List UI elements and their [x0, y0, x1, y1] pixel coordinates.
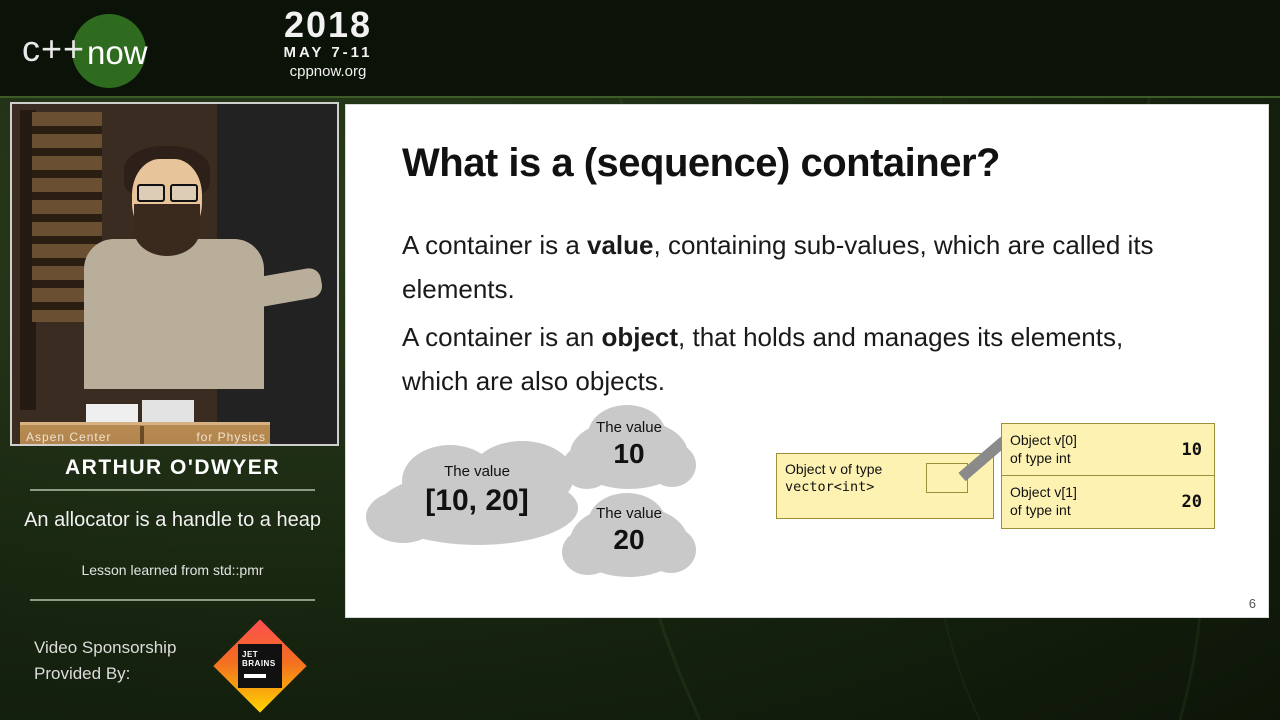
paragraph-1-bold: value: [587, 230, 654, 260]
element-1-line-1: Object v[1]: [1010, 484, 1077, 500]
element-1-line-2: of type int: [1010, 502, 1071, 518]
cppnow-logo: [14, 6, 204, 90]
conference-year: 2018: [283, 4, 373, 45]
element-0-value: 10: [1181, 440, 1202, 460]
value-cloud-diagram: [366, 405, 766, 605]
paragraph-2-pre: A container is an: [402, 322, 602, 352]
conference-info: [228, 6, 428, 82]
paragraph-1-post: , containing sub-values, which are called its elements.: [402, 230, 1154, 304]
slide-paragraph-1: [402, 223, 1192, 311]
conference-banner: [0, 0, 1280, 98]
talk-title: An allocator is a handle to a heap: [24, 509, 321, 531]
cloud-c-label: [570, 505, 688, 555]
cloud-a-value: [10, 20]: [425, 484, 529, 517]
speaker-camera-feed: [10, 102, 339, 446]
presentation-slide: [345, 104, 1269, 618]
speaker-beard: [134, 204, 200, 256]
cloud-c-caption: The value: [596, 505, 662, 522]
element-0-line-1: Object v[0]: [1010, 432, 1077, 448]
slide-paragraph-2: [402, 315, 1192, 403]
divider-bottom: [30, 599, 315, 601]
element-0-text: [1010, 431, 1077, 467]
divider-top: [30, 489, 315, 491]
paragraph-2-bold: object: [601, 322, 679, 352]
jetbrains-wordmark: [242, 650, 280, 668]
cloud-a-caption: The value: [444, 463, 510, 480]
jetbrains-word-brains: BRAINS: [242, 659, 276, 668]
paragraph-1-pre: A container is a: [402, 230, 587, 260]
sponsor-line-2: Provided By:: [34, 664, 131, 683]
speaker-torso: [84, 239, 264, 389]
vector-box-line-1: Object v of type: [785, 461, 883, 477]
podium-signage: [26, 430, 266, 444]
conference-dates: MAY 7-11: [283, 44, 373, 61]
podium-sign-left: Aspen Center: [26, 430, 112, 444]
cloud-b-caption: The value: [596, 419, 662, 436]
element-box-0: [1001, 423, 1215, 477]
jetbrains-underline: [244, 674, 266, 678]
element-1-value: 20: [1181, 492, 1202, 512]
cloud-c-value: 20: [613, 524, 645, 555]
vector-box-line-2: vector<int>: [785, 479, 875, 495]
conference-url: cppnow.org: [289, 63, 367, 80]
talk-subtitle: Lesson learned from std::pmr: [81, 562, 264, 578]
slide-title: What is a (sequence) container?: [402, 141, 1000, 185]
podium-sign-right: for Physics: [196, 430, 266, 444]
glasses-left-lens: [137, 184, 165, 202]
jetbrains-word-jet: JET: [242, 650, 259, 659]
element-box-1: [1001, 475, 1215, 529]
object-box-diagram: [766, 405, 1216, 585]
logo-now-text: now: [87, 34, 148, 71]
paragraph-2-post: , that holds and manages its elements, which are also objects.: [402, 322, 1124, 396]
slide-page-number: 6: [1248, 596, 1256, 611]
element-0-line-2: of type int: [1010, 450, 1071, 466]
sponsor-line-1: Video Sponsorship: [34, 638, 177, 657]
cloud-b-value: 10: [613, 438, 645, 469]
jetbrains-logo: [214, 620, 306, 712]
cloud-a-label: [384, 463, 570, 517]
sponsor-text: [34, 635, 224, 687]
logo-cpp-text: c++: [22, 28, 86, 69]
cloud-b-label: [570, 419, 688, 469]
speaker-name: ARTHUR O'DWYER: [65, 456, 280, 479]
glasses-right-lens: [170, 184, 198, 202]
element-1-text: [1010, 483, 1077, 519]
